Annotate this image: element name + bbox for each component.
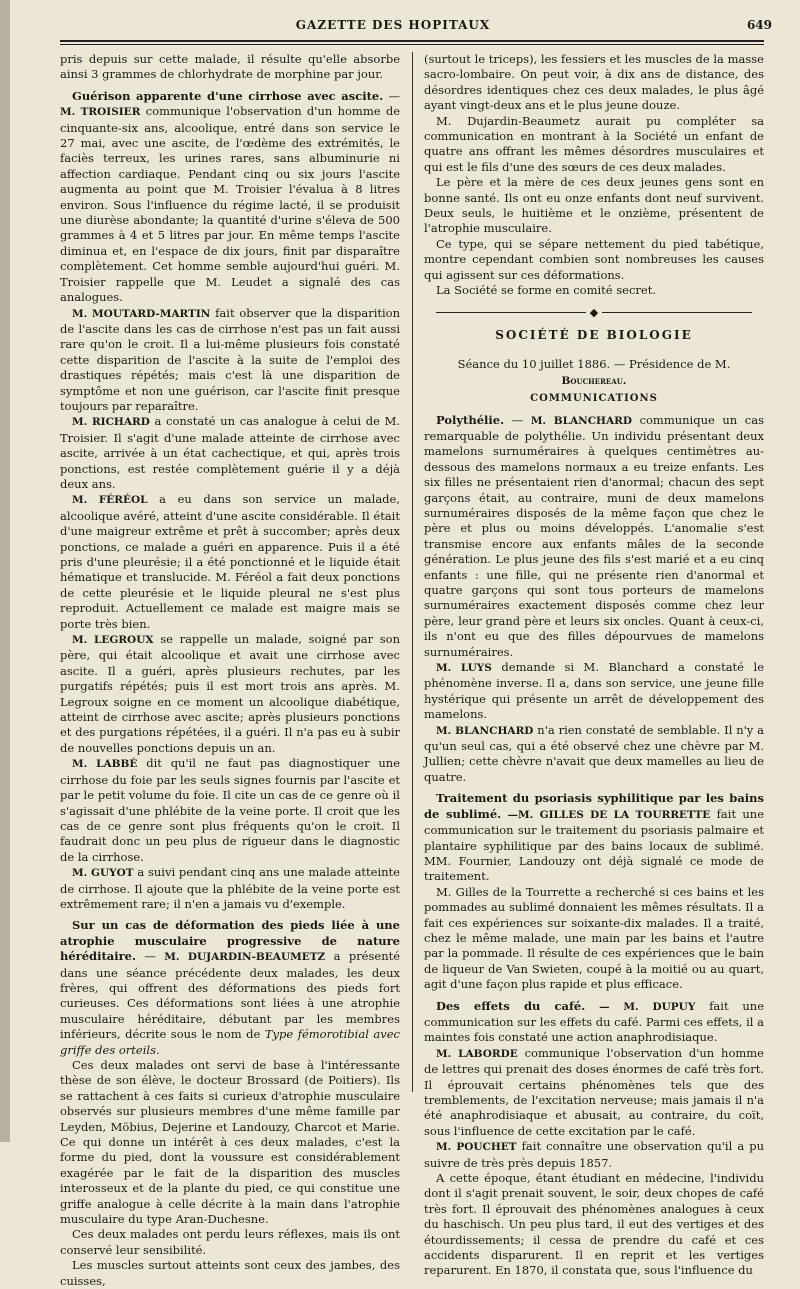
speaker-name: M. FÉRÉOL <box>72 494 148 507</box>
president-name: Bouchereau. <box>561 374 627 387</box>
article-heading: Des effets du café. <box>436 998 586 1013</box>
speaker-name: M. DUJARDIN-BEAUMETZ <box>164 951 326 964</box>
paragraph <box>424 999 764 1046</box>
speaker-name: —M. GILLES DE LA TOURRETTE <box>507 808 711 821</box>
speaker-name: M. LEGROUX <box>72 634 154 647</box>
paragraph: Les muscles surtout atteints sont ceux des jambes, des cuisses, <box>60 1258 400 1288</box>
section-ornament: ◆ <box>424 305 764 320</box>
paragraph-text: fait une communication sur les effets du café. Parmi ces effets, il a maintes fois constaté une action anaphrodisiaque. <box>424 998 765 1045</box>
page-edge <box>0 0 10 1142</box>
paragraph-text: fait une communication sur le traitement du psoriasis palmaire et plantaire syphilitique par des bains locaux de sublimé. MM. Fournier, Landouzy ont déjà signalé ce mode de traitement. <box>424 806 765 884</box>
paragraph <box>424 1139 764 1171</box>
section-title: SOCIÉTÉ DE BIOLOGIE <box>495 327 693 342</box>
italic-term: Type fémorotibial avec griffe des orteils. <box>60 1027 400 1057</box>
paragraph <box>424 791 764 884</box>
article-heading: Sur un cas de déformation des pieds liée à une atrophie musculaire progressive de nature héréditaire. <box>60 918 400 964</box>
right-column <box>424 52 764 1279</box>
article-heading: Polythélie. <box>436 412 505 427</box>
paragraph-text: a constaté un cas analogue à celui de M. Troisier. Il s'agit d'une malade atteinte de cirrhose avec ascite, arrivée à un état cachectique, et qui, après trois ponctions, est restée complètement guérie il y a déjà deux ans. <box>60 414 401 491</box>
paragraph-text: dit qu'il ne faut pas diagnostiquer une cirrhose du foie par les seuls signes fournis par l'ascite et par le petit volume du foie. Il cite un cas de ce genre où il s'agissait d'une phlébite de la veine porte. Il croit que les cas de ce genre sont plus fréquents qu'on le croit. Il faudrait donc un peu plus de rigueur dans le diagnostic de la cirrhose. <box>60 756 401 864</box>
paragraph: Ce type, qui se sépare nettement du pied tabétique, montre cependant combien sont nombreuses les causes qui agissent sur ces déformations. <box>424 236 764 282</box>
page-header <box>14 14 772 40</box>
paragraph <box>60 414 400 492</box>
paragraph: La Société se forme en comité secret. <box>436 283 656 298</box>
journal-title: GAZETTE DES HOPITAUX <box>295 18 491 32</box>
speaker-name: M. MOUTARD-MARTIN <box>72 307 211 320</box>
session-text: Séance du 10 juillet 1886. — Présidence de M. <box>457 357 731 372</box>
page-number: 649 <box>746 18 772 32</box>
paragraph-text: fait connaître une observation qu'il a pu suivre de très près depuis 1857. <box>424 1139 764 1170</box>
subsection-title: COMMUNICATIONS <box>530 393 658 405</box>
paragraph: M. Gilles de la Tourrette a recherché si ces bains et les pommades au sublimé donnaient les mêmes résultats. Il a fait ces expériences sur soixante-dix malades. Il a traité, chez le même malade, une main par les bains et l'autre par la pommade. Il résulte de ces expériences que le bain de liqueur de Van Swieten, coupé à la moitié ou au quart, agit d'une façon plus rapide et plus efficace. <box>424 884 764 992</box>
paragraph: Ces deux malades ont perdu leurs réflexes, mais ils ont conservé leur sensibilité. <box>60 1227 400 1257</box>
speaker-name: M. TROISIER <box>60 106 141 119</box>
speaker-name: — M. DUPUY <box>599 1000 696 1013</box>
session-line <box>424 357 764 389</box>
paragraph <box>424 1046 764 1139</box>
paragraph: Sur un cas de déformation des pieds liée à une atrophie musculaire progressive de nature héréditaire. — M. DUJARDIN-BEAUMETZ a présenté dans une séance précédente deux malades, les deux frères, qui offrent des déformations des pieds fort curieuses. Ces déformations sont liées à une atrophie musculaire héréditaire, débutant par les membres inférieurs, décrite sous le nom de Type fémorotibial avec griffe des orteils. <box>60 918 401 1057</box>
left-column <box>60 52 400 1289</box>
paragraph: Polythélie. — M. BLANCHARD communique un cas remarquable de polythélie. Un individu présentant deux mamelons surnuméraires à quelques centimètres au-dessous des mamelons normaux a eu treize enfants. Les six filles ne présentaient rien d'anormal; chacun des sept garçons était, au contraire, muni de deux mamelons surnuméraires disposés de la même façon que chez le père et plus ou moins développés. L'anomalie s'est transmise encore aux enfants mâles de la seconde génération. Le plus jeune des fils s'est marié et a eu cinq enfants : une fille, qui ne présente rien d'anormal et quatre garçons qui sont tous porteurs de mamelons surnuméraires exactement disposés comme chez leur père, leur grand père et leurs six oncles. Quant à ceux-ci, ils n'ont eu que des filles dépourvues de mamelons surnuméraires. <box>424 412 765 659</box>
paragraph: Le père et la mère de ces deux jeunes gens sont en bonne santé. Ils ont eu onze enfants dont neuf survivent. Deux seuls, le huitième et le onzième, présentent de l'atrophie musculaire. <box>424 175 764 236</box>
paragraph <box>60 492 400 632</box>
article-heading: Guérison apparente d'une cirrhose avec ascite. <box>72 88 384 103</box>
paragraph-text: demande si M. Blanchard a constaté le phénomène inverse. Il a, dans son service, une jeune fille hystérique qui présente un arrêt de développement des mamelons. <box>424 660 764 722</box>
article-heading: Traitement du psoriasis syphilitique par les bains de sublimé. <box>424 791 764 821</box>
paragraph <box>60 865 400 912</box>
speaker-name: M. LUYS <box>436 662 492 675</box>
paragraph-text: a eu dans son service un malade, alcoolique avéré, atteint d'une ascite considérable. Il était d'une maigreur extrême et prêt à succomber; après deux ponctions, ce malade a guéri en apparence. Puis il a été pris d'une pleurésie; il a été ponctionné et le liquide était hématique et translucide. M. Féréol a fait deux ponctions de cette pleurésie et le liquide pleural ne s'est plus reproduit. Actuellement ce malade est maigre mais se porte très bien. <box>60 492 400 631</box>
header-rule <box>60 40 764 42</box>
speaker-name: M. BLANCHARD <box>530 414 632 427</box>
speaker-name: M. RICHARD <box>72 416 150 429</box>
speaker-name: M. GUYOT <box>72 867 134 880</box>
speaker-name: M. LABORDE <box>436 1047 518 1060</box>
paragraph <box>60 306 400 415</box>
speaker-name: M. LABBÉ <box>72 758 138 771</box>
header-rule-thin <box>60 44 764 45</box>
paragraph-text: a suivi pendant cinq ans une malade atteinte de cirrhose. Il ajoute que la phlébite de la veine porte est extrêmement rare; il n'en a jamais vu d'exemple. <box>60 865 400 911</box>
paragraph-text: communique l'observation d'un homme de lettres qui prenait des doses énormes de café très fort. Il éprouvait certains phénomènes tels que des tremblements, de l'excitation nerveuse; mais jamais il n'a été anaphrodisiaque et abusait, au contraire, du coït, sous l'influence de cette excitation par le café. <box>424 1045 764 1138</box>
paragraph-text: fait observer que la disparition de l'ascite dans les cas de cirrhose n'est pas un fait aussi rare qu'on le croit. Il a lui-même plusieurs fois constaté cette disparition de l'ascite à la suite de l'emploi des drastiques répétés; mais c'est là une disparition de symptôme et non une guérison, car l'ascite finit presque toujours par reparaître. <box>60 305 401 413</box>
paragraph-text: communique un cas remarquable de polythélie. Un individu présentant deux mamelons surnuméraires à quelques centimètres au-dessous des mamelons normaux a eu treize enfants. Les six filles ne présentaient rien d'anormal; chacun des sept garçons était, au contraire, muni de deux mamelons surnuméraires disposés de la même façon que chez le père et plus ou moins développés. L'anomalie s'est transmise encore aux enfants mâles de la seconde génération. Le plus jeune des fils s'est marié et a eu cinq enfants : une fille, qui ne présente rien d'anormal et quatre garçons qui sont tous porteurs de mamelons surnuméraires exactement disposés comme chez leur père, leur grand père et leurs six oncles. Quant à ceux-ci, ils n'ont eu que des filles dépourvues de mamelons surnuméraires. <box>424 412 765 659</box>
paragraph-text: n'a rien constaté de semblable. Il n'y a qu'un seul cas, qui a été observé chez une chèvre par M. Jullien; cette chèvre n'avait que deux mamelles au lieu de quatre. <box>424 722 765 784</box>
paragraph-text: a présenté dans une séance précédente deux malades, les deux frères, qui offrent des déformations des pieds fort curieuses. Ces déformations sont liées à une atrophie musculaire héréditaire, débutant par les membres inférieurs, décrite sous le nom de <box>60 949 401 1042</box>
paragraph: pris depuis sur cette malade, il résulte qu'elle absorbe ainsi 3 grammes de chlorhydrate de morphine par jour. <box>60 52 400 82</box>
speaker-name: M. POUCHET <box>436 1141 517 1154</box>
paragraph: Guérison apparente d'une cirrhose avec ascite. — M. TROISIER communique l'observation d'un homme de cinquante-six ans, alcoolique, entré dans son service le 27 mai, avec une ascite, de l'œdème des extrémités, le faciès terreux, les urines rares, sans albuminurie ni affection cardiaque. Pendant cinq ou six jours l'ascite augmenta au point que M. Troisier l'évalua à 8 litres environ. Sous l'influence du régime lacté, il se produisit une diurèse abondante; la quantité d'urine s'éleva de 500 grammes à 4 et 5 litres par jour. En même temps l'ascite diminua et, en l'espace de dix jours, finit par disparaître complètement. Cet homme semble aujourd'hui guéri. M. Troisier rappelle que M. Leudet a signalé des cas analogues. <box>60 88 401 305</box>
paragraph: M. Dujardin-Beaumetz aurait pu compléter sa communication en montrant à la Société un enfant de quatre ans offrant les mêmes désordres musculaires et qui est le fils d'une des sœurs de ces deux malades. <box>424 113 764 174</box>
paragraph: (surtout le triceps), les fessiers et les muscles de la masse sacro-lombaire. On peut voir, à dix ans de distance, des désordres identiques chez ces deux malades, le plus âgé ayant vingt-deux ans et le plus jeune douze. <box>424 52 764 113</box>
paragraph <box>60 756 400 865</box>
paragraph <box>60 632 400 756</box>
column-divider <box>412 52 413 1092</box>
paragraph-text: se rappelle un malade, soigné par son père, qui était alcoolique et avait une cirrhose avec ascite. Il a guéri, après plusieurs rechutes, par les purgatifs répétés; puis il est mort trois ans après. M. Legroux soigne en ce moment un alcoolique diabétique, atteint de cirrhose avec ascite; après plusieurs ponctions et des purgations répétées, il a guéri. Il n'a pas eu à subir de nouvelles ponctions depuis un an. <box>60 632 401 755</box>
paragraph-text: communique l'observation d'un homme de cinquante-six ans, alcoolique, entré dans son service le 27 mai, avec une ascite, de l'œdème des extrémités, le faciès terreux, les urines rares, sans albuminurie ni affection cardiaque. Pendant cinq ou six jours l'ascite augmenta au point que M. Troisier l'évalua à 8 litres environ. Sous l'influence du régime lacté, il se produisit une diurèse abondante; la quantité d'urine s'éleva de 500 grammes à 4 et 5 litres par jour. En même temps l'ascite diminua et, en l'espace de dix jours, finit par disparaître complètement. Cet homme semble aujourd'hui guéri. M. Troisier rappelle que M. Leudet a signalé des cas analogues. <box>60 104 401 305</box>
speaker-name: M. BLANCHARD <box>436 724 534 737</box>
paragraph: Ces deux malades ont servi de base à l'intéressante thèse de son élève, le docteur Brossard (de Poitiers). Ils se rattachent à ces faits si curieux d'atrophie musculaire observés sur plusieurs membres d'une même famille par Leyden, Möbius, Dejerine et Landouzy, Charcot et Marie. Ce qui donne un intérêt à ces deux malades, c'est la forme du pied, dont la voussure est considérablement exagérée par le fait de la disparition des muscles interosseux et de la plante du pied, ce qui constitue une griffe analogue à celle décrite à la main dans l'atrophie musculaire du type Aran-Duchesne. <box>60 1058 400 1227</box>
paragraph: A cette époque, étant étudiant en médecine, l'individu dont il s'agit prenait souvent, le soir, deux chopes de café très fort. Il éprouvait des phénomènes analogues à ceux du haschisch. Un peu plus tard, il eut des vertiges et des étourdissements; il cessa de prendre du café et ces accidents disparurent. Il en reprit et les vertiges reparurent. En 1870, il constata que, sous l'influence du <box>424 1171 764 1278</box>
paragraph <box>424 723 764 786</box>
paragraph <box>424 660 764 723</box>
